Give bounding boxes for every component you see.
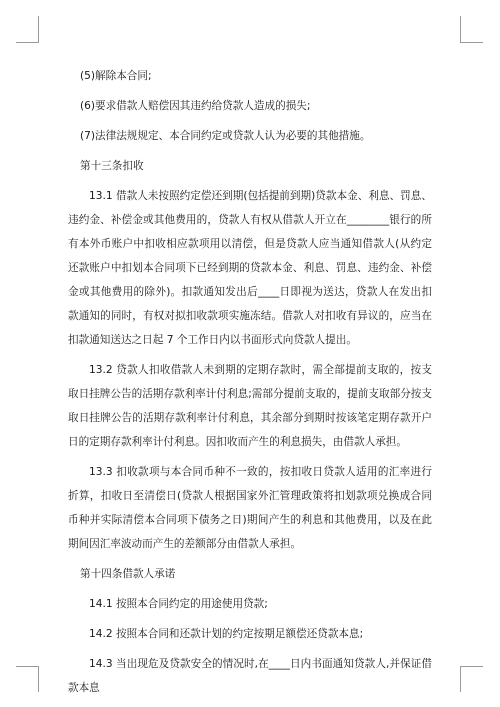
clause-item-7: (7)法律法规规定、本合同约定或贷款人认为必要的其他措施。 — [80, 130, 371, 142]
crop-mark-bottom-left-h — [16, 666, 39, 667]
article-13-heading: 第十三条扣收 — [80, 160, 144, 172]
clause-13-3: 13.3 扣收款项与本合同币种不一致的，按扣收日贷款人适用的汇率进行折算，扣收日至清偿日(贷款人根据国家外汇管理政策将扣划款项兑换成合同币种并实际清偿本合同项下债务之日)期间产生的利息和其他费用，以及在此期间因汇率波动而产生的差额部分由借款人承担。 — [68, 466, 432, 550]
clause-14-3: 14.3 当出现危及贷款安全的情况时,在____日内书面通知贷款人,并保证借款本息 — [68, 658, 433, 694]
crop-mark-top-left-h — [16, 42, 39, 43]
clause-14-2: 14.2 按照本合同和还款计划的约定按期足额偿还贷款本息; — [89, 628, 364, 640]
clause-item-6: (6)要求借款人赔偿因其违约给贷款人造成的损失; — [80, 100, 311, 112]
crop-mark-bottom-left — [38, 666, 39, 692]
crop-mark-top-right-h — [460, 42, 483, 43]
clause-item-5: (5)解除本合同; — [80, 70, 152, 82]
document-body — [68, 64, 432, 706]
crop-mark-bottom-right — [460, 666, 461, 692]
crop-mark-top-right — [460, 16, 461, 42]
crop-mark-top-left — [38, 16, 39, 42]
article-14-heading: 第十四条借款人承诺 — [80, 568, 176, 580]
crop-mark-bottom-right-h — [460, 666, 483, 667]
clause-13-1: 13.1 借款人未按照约定偿还到期(包括提前到期)贷款本金、利息、罚息、违约金、补偿金或其他费用的，贷款人有权从借款人开立在________银行的所有本外币账户中扣收相应款项用以清偿，但是贷款人应当通知借款人(从约定还款账户中扣划本合同项下已经到期的贷款本金、利息、罚息、违约金、补偿金或其他费用的除外)。扣款通知发出后____日即视为送达，贷款人在发出扣款通知的同时，有权对拟扣收款项实施冻结。借款人对扣收有异议的，应当在扣款通知送达之日起 7 个工作日内以书面形式向贷款人提出。 — [68, 190, 432, 346]
clause-14-1: 14.1 按照本合同约定的用途使用贷款; — [89, 598, 268, 610]
clause-13-2: 13.2 贷款人扣收借款人未到期的定期存款时，需全部提前支取的，按支取日挂牌公告的活期存款利率计付利息;需部分提前支取的，提前支取部分按支取日挂牌公告的活期存款利率计付利息，其余部分到期时按该笔定期存款开户日的定期存款利率计付利息。因扣收而产生的利息损失，由借款人承担。 — [68, 364, 432, 448]
